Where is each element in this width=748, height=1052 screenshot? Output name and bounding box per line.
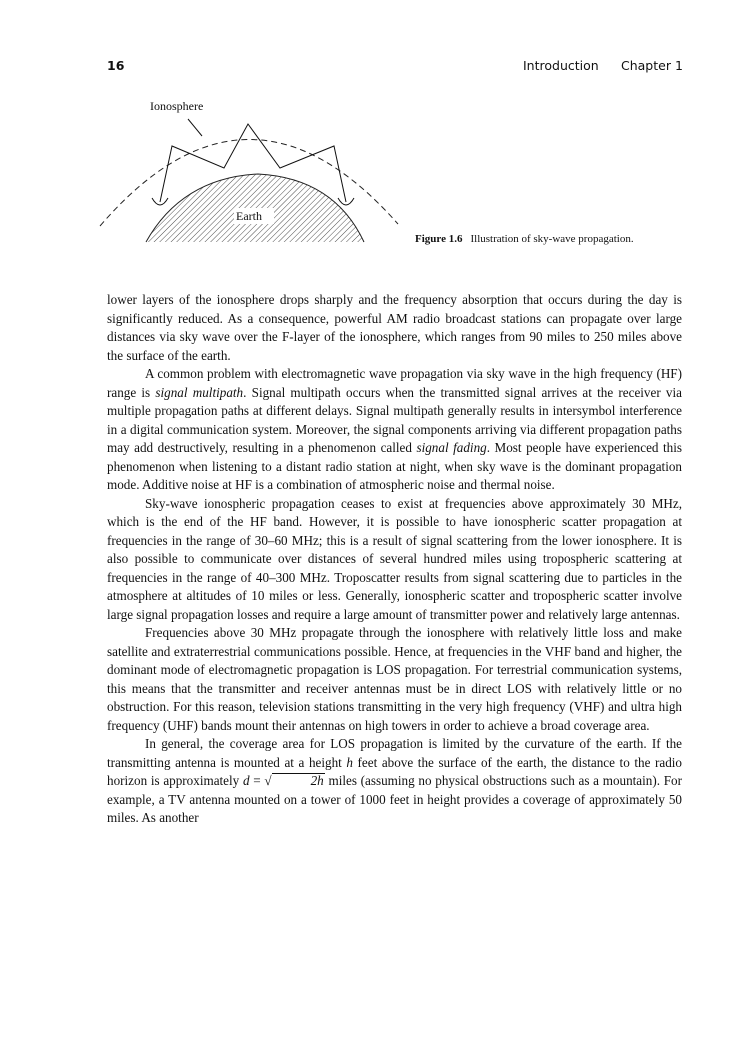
figure-caption: [415, 233, 634, 245]
body-text: [107, 291, 682, 828]
paragraph-2: [107, 365, 682, 495]
paragraph-5: In general, the coverage area for LOS propagation is limited by the curvature of the earth. If the transmitting antenna is mounted at a height h feet above the surface of the earth, the distance to the radio horizon is approximately d = √ 2h miles (assuming no physical obstructions such as a mountain). For example, a TV antenna mounted on a tower of 1000 feet in height provides a coverage of approximately 50 miles. As another: [107, 736, 682, 825]
sky-wave-figure: [98, 94, 418, 246]
p5-text-c: miles (assuming no physical obstructions such as a mountain). For example, a TV antenna mounted on a tower of 1000 feet in height provides a coverage of approximately 50 miles. As another: [107, 773, 682, 825]
term-signal-fading: signal fading: [416, 440, 487, 455]
p5-text-a: In general, the coverage area for LOS propagation is limited by the curvature of the earth. If the transmitting antenna is mounted at a height: [107, 736, 682, 770]
var-d: d: [242, 773, 250, 788]
sqrt-2h: 2h: [272, 773, 325, 788]
page-number: 16: [107, 58, 125, 73]
earth-label: Earth: [236, 209, 262, 223]
paragraph-3: Sky-wave ionospheric propagation ceases to exist at frequencies above approximately 30 MHz, which is the end of the HF band. However, it is possible to have ionospheric scatter propagation at frequencies in the range of 30–60 MHz; this is a result of signal scattering from the lower ionosphere. It is also possible to communicate over distances of several hundred miles using tropospheric scattering at frequencies in the range of 40–300 MHz. Troposcatter results from signal scattering due to particles in the atmosphere at altitudes of 10 miles or less. Generally, ionospheric scatter and tropospheric scatter involve large signal propagation losses and require a large amount of transmitter power and relatively large antennas.: [107, 495, 682, 622]
earth-hatched-area: [138, 164, 378, 246]
running-header-section: Introduction: [523, 58, 599, 73]
figure-caption-number: Figure 1.6: [415, 233, 463, 245]
paragraph-4: Frequencies above 30 MHz propagate through the ionosphere with relatively little loss and make satellite and extraterrestrial communications possible. Hence, at frequencies in the VHF band and higher, the dominant mode of electromagnetic propagation is LOS propagation. For terrestrial communication systems, this means that the transmitter and receiver antennas must be in direct LOS with relatively little or no obstruction. For this reason, television stations transmitting in the very high frequency (VHF) and ultra high frequency (UHF) bands mount their antennas on high towers in order to achieve a broad coverage area.: [107, 625, 682, 733]
running-header-chapter: Chapter 1: [621, 58, 683, 73]
ionosphere-label: Ionosphere: [150, 99, 204, 113]
ionosphere-pointer: [188, 119, 202, 136]
p2-text-b: . Signal multipath occurs when the transmitted signal arrives at the receiver via multiple propagation paths at different delays. Signal multipath generally results in intersymbol interference in a digital communication system. Moreover, the signal components arriving via different propagation paths may add destructively, resulting in a phenomenon called: [107, 384, 682, 455]
paragraph-1: lower layers of the ionosphere drops sharply and the frequency absorption that occurs during the day is significantly reduced. As a consequence, powerful AM radio broadcast stations can propagate over large distances via sky wave over the F-layer of the ionosphere, which ranges from 90 miles to 250 miles above the surface of the earth.: [107, 292, 682, 363]
p5-text-b: feet above the surface of the earth, the distance to the radio horizon is approximately: [107, 754, 682, 788]
equals-sign: =: [249, 773, 265, 788]
figure-caption-text: Illustration of sky-wave propagation.: [470, 233, 634, 245]
p2-text-c: . Most people have experienced this phenomenon when listening to a distant radio station at night, when sky wave is the dominant propagation mode. Additive noise at HF is a combination of atmospheric noise and thermal noise.: [107, 440, 682, 492]
term-signal-multipath: signal multipath: [155, 384, 244, 400]
var-h: h: [346, 754, 353, 770]
p2-text-a: A common problem with electromagnetic wave propagation via sky wave in the high frequency (HF) range is: [107, 366, 682, 400]
